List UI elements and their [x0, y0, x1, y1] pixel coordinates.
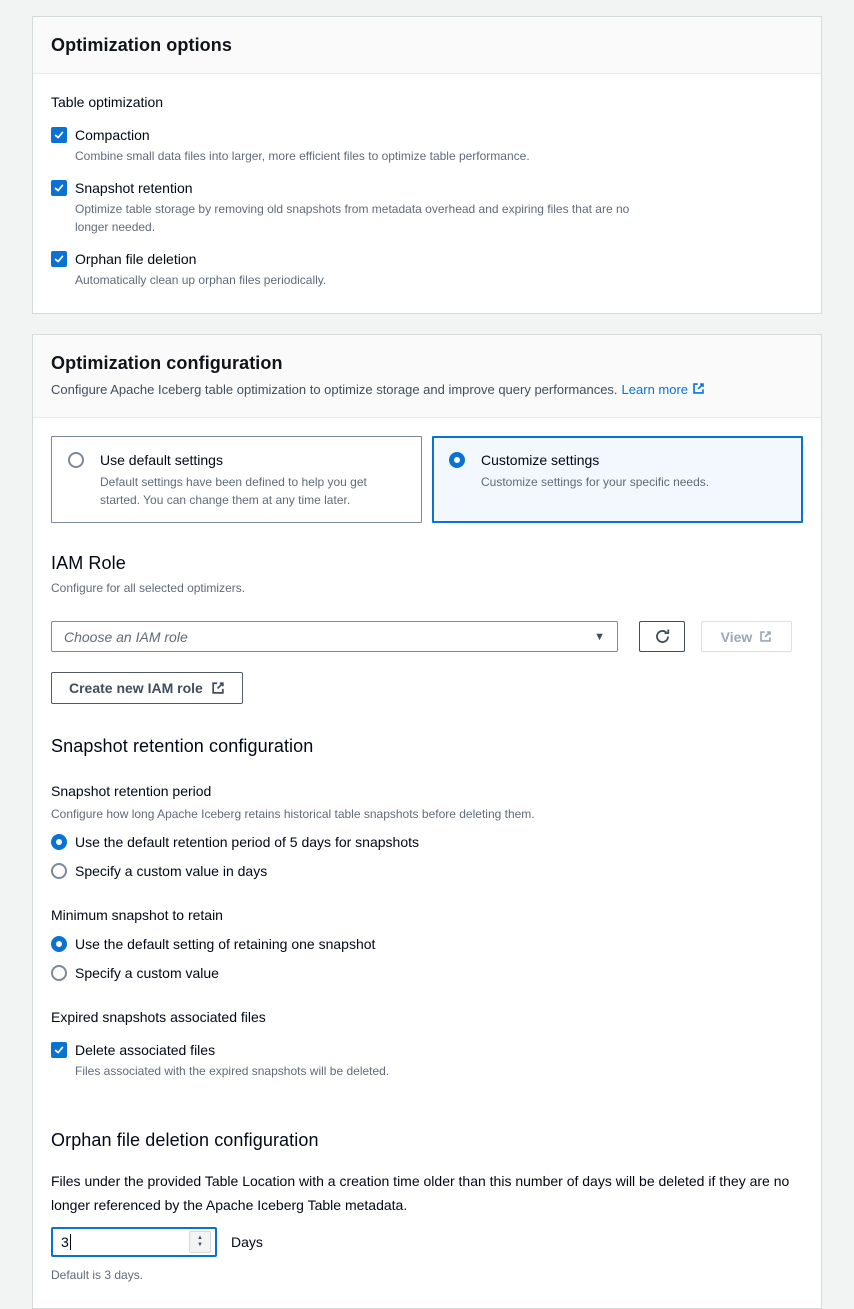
radio-field-default-min-snapshot — [51, 934, 803, 954]
iam-role-select[interactable] — [51, 621, 618, 652]
checkbox-field-delete-associated — [51, 1040, 803, 1080]
custom-min-snapshot-label[interactable]: Specify a custom value — [75, 965, 219, 982]
use-default-settings-tile[interactable] — [51, 436, 422, 523]
delete-associated-checkbox[interactable] — [51, 1042, 67, 1058]
orphan-deletion-config-section — [51, 1130, 803, 1284]
snapshot-retention-checkbox[interactable] — [51, 180, 67, 196]
create-iam-role-label: Create new IAM role — [69, 680, 203, 697]
days-field-row — [51, 1227, 803, 1257]
panel-title: Optimization configuration — [51, 353, 283, 373]
optimization-options-panel — [32, 16, 822, 314]
snapshot-retention-label[interactable]: Snapshot retention — [75, 180, 193, 196]
radio-field-custom-min-snapshot — [51, 963, 803, 983]
delete-associated-description: Files associated with the expired snapshots will be deleted. — [75, 1064, 390, 1079]
panel-title: Optimization options — [51, 35, 232, 55]
iam-role-section — [51, 553, 803, 704]
snapshot-retention-description: Optimize table storage by removing old snapshots from metadata overhead and expiring files that are no longer needed. — [75, 202, 630, 234]
settings-mode-tiles — [51, 436, 803, 523]
use-default-settings-description: Default settings have been defined to help you get started. You can change them at any time later. — [100, 475, 367, 508]
checkbox-field-compaction — [51, 125, 803, 165]
checkbox-field-orphan-deletion — [51, 249, 803, 289]
retention-period-description: Configure how long Apache Iceberg retains historical table snapshots before deleting them. — [51, 807, 535, 822]
min-snapshot-label: Minimum snapshot to retain — [51, 907, 223, 924]
checkmark-icon — [53, 182, 65, 194]
refresh-button[interactable] — [639, 621, 685, 652]
customize-settings-description: Customize settings for your specific needs. — [481, 475, 710, 490]
snapshot-retention-config-section — [51, 736, 803, 1080]
panel-body — [33, 418, 821, 1308]
panel-header — [33, 17, 821, 74]
customize-settings-radio[interactable] — [449, 452, 465, 468]
delete-associated-label[interactable]: Delete associated files — [75, 1042, 216, 1059]
iam-role-description: Configure for all selected optimizers. — [51, 581, 246, 596]
use-default-settings-radio[interactable] — [68, 452, 84, 468]
number-stepper — [189, 1231, 211, 1253]
radio-field-default-retention — [51, 832, 803, 852]
days-input-value: 3 — [61, 1234, 69, 1251]
orphan-deletion-checkbox[interactable] — [51, 251, 67, 267]
custom-retention-radio[interactable] — [51, 863, 67, 879]
panel-body — [33, 74, 821, 313]
orphan-deletion-label[interactable]: Orphan file deletion — [75, 251, 197, 267]
checkmark-icon — [53, 129, 65, 141]
expired-files-group — [51, 1007, 803, 1080]
external-link-icon — [211, 681, 225, 695]
customize-settings-label[interactable]: Customize settings — [481, 452, 600, 469]
stepper-down-icon[interactable]: ▼ — [197, 1242, 203, 1249]
customize-settings-tile[interactable] — [432, 436, 803, 523]
panel-description-text: Configure Apache Iceberg table optimization to optimize storage and improve query performances. — [51, 382, 618, 397]
use-default-settings-label[interactable]: Use default settings — [100, 452, 223, 469]
orphan-deletion-config-heading: Orphan file deletion configuration — [51, 1130, 319, 1151]
refresh-icon — [654, 628, 671, 645]
orphan-deletion-description: Automatically clean up orphan files periodically. — [75, 273, 327, 287]
checkmark-icon — [53, 1044, 65, 1056]
min-snapshot-group — [51, 905, 803, 983]
compaction-checkbox[interactable] — [51, 127, 67, 143]
text-caret — [70, 1234, 71, 1250]
external-link-icon — [692, 382, 705, 400]
panel-description — [51, 381, 803, 400]
checkmark-icon — [53, 253, 65, 265]
optimization-configuration-panel — [32, 334, 822, 1309]
stepper-up-icon[interactable]: ▲ — [197, 1235, 203, 1242]
default-min-snapshot-label[interactable]: Use the default setting of retaining one snapshot — [75, 936, 376, 953]
days-constraint-text: Default is 3 days. — [51, 1268, 144, 1283]
checkbox-field-snapshot-retention — [51, 178, 803, 236]
create-iam-role-button[interactable] — [51, 672, 243, 704]
expired-files-label: Expired snapshots associated files — [51, 1009, 266, 1026]
compaction-description: Combine small data files into larger, more efficient files to optimize table performance. — [75, 149, 530, 163]
days-input[interactable] — [51, 1227, 217, 1257]
iam-role-controls — [51, 621, 803, 652]
compaction-label[interactable]: Compaction — [75, 127, 150, 143]
snapshot-retention-config-heading: Snapshot retention configuration — [51, 736, 314, 757]
iam-role-select-placeholder: Choose an IAM role — [64, 628, 188, 645]
dropdown-caret-icon: ▼ — [594, 630, 605, 643]
view-button-label: View — [720, 628, 753, 645]
retention-period-group — [51, 781, 803, 881]
learn-more-link[interactable]: Learn more — [621, 382, 689, 397]
orphan-deletion-description: Files under the provided Table Location with a creation time older than this number of days will be deleted if they are no longer referenced by the Apache Iceberg Table metadata. — [51, 1173, 790, 1214]
iam-role-heading: IAM Role — [51, 553, 126, 574]
custom-min-snapshot-radio[interactable] — [51, 965, 67, 981]
view-button[interactable] — [701, 621, 792, 652]
default-retention-label[interactable]: Use the default retention period of 5 days for snapshots — [75, 834, 419, 851]
panel-header — [33, 335, 821, 418]
retention-period-label: Snapshot retention period — [51, 783, 212, 800]
radio-field-custom-retention — [51, 861, 803, 881]
custom-retention-label[interactable]: Specify a custom value in days — [75, 863, 268, 880]
days-unit-label: Days — [231, 1234, 263, 1251]
external-link-icon — [759, 630, 772, 643]
default-min-snapshot-radio[interactable] — [51, 936, 67, 952]
table-optimization-label: Table optimization — [51, 94, 164, 110]
default-retention-radio[interactable] — [51, 834, 67, 850]
